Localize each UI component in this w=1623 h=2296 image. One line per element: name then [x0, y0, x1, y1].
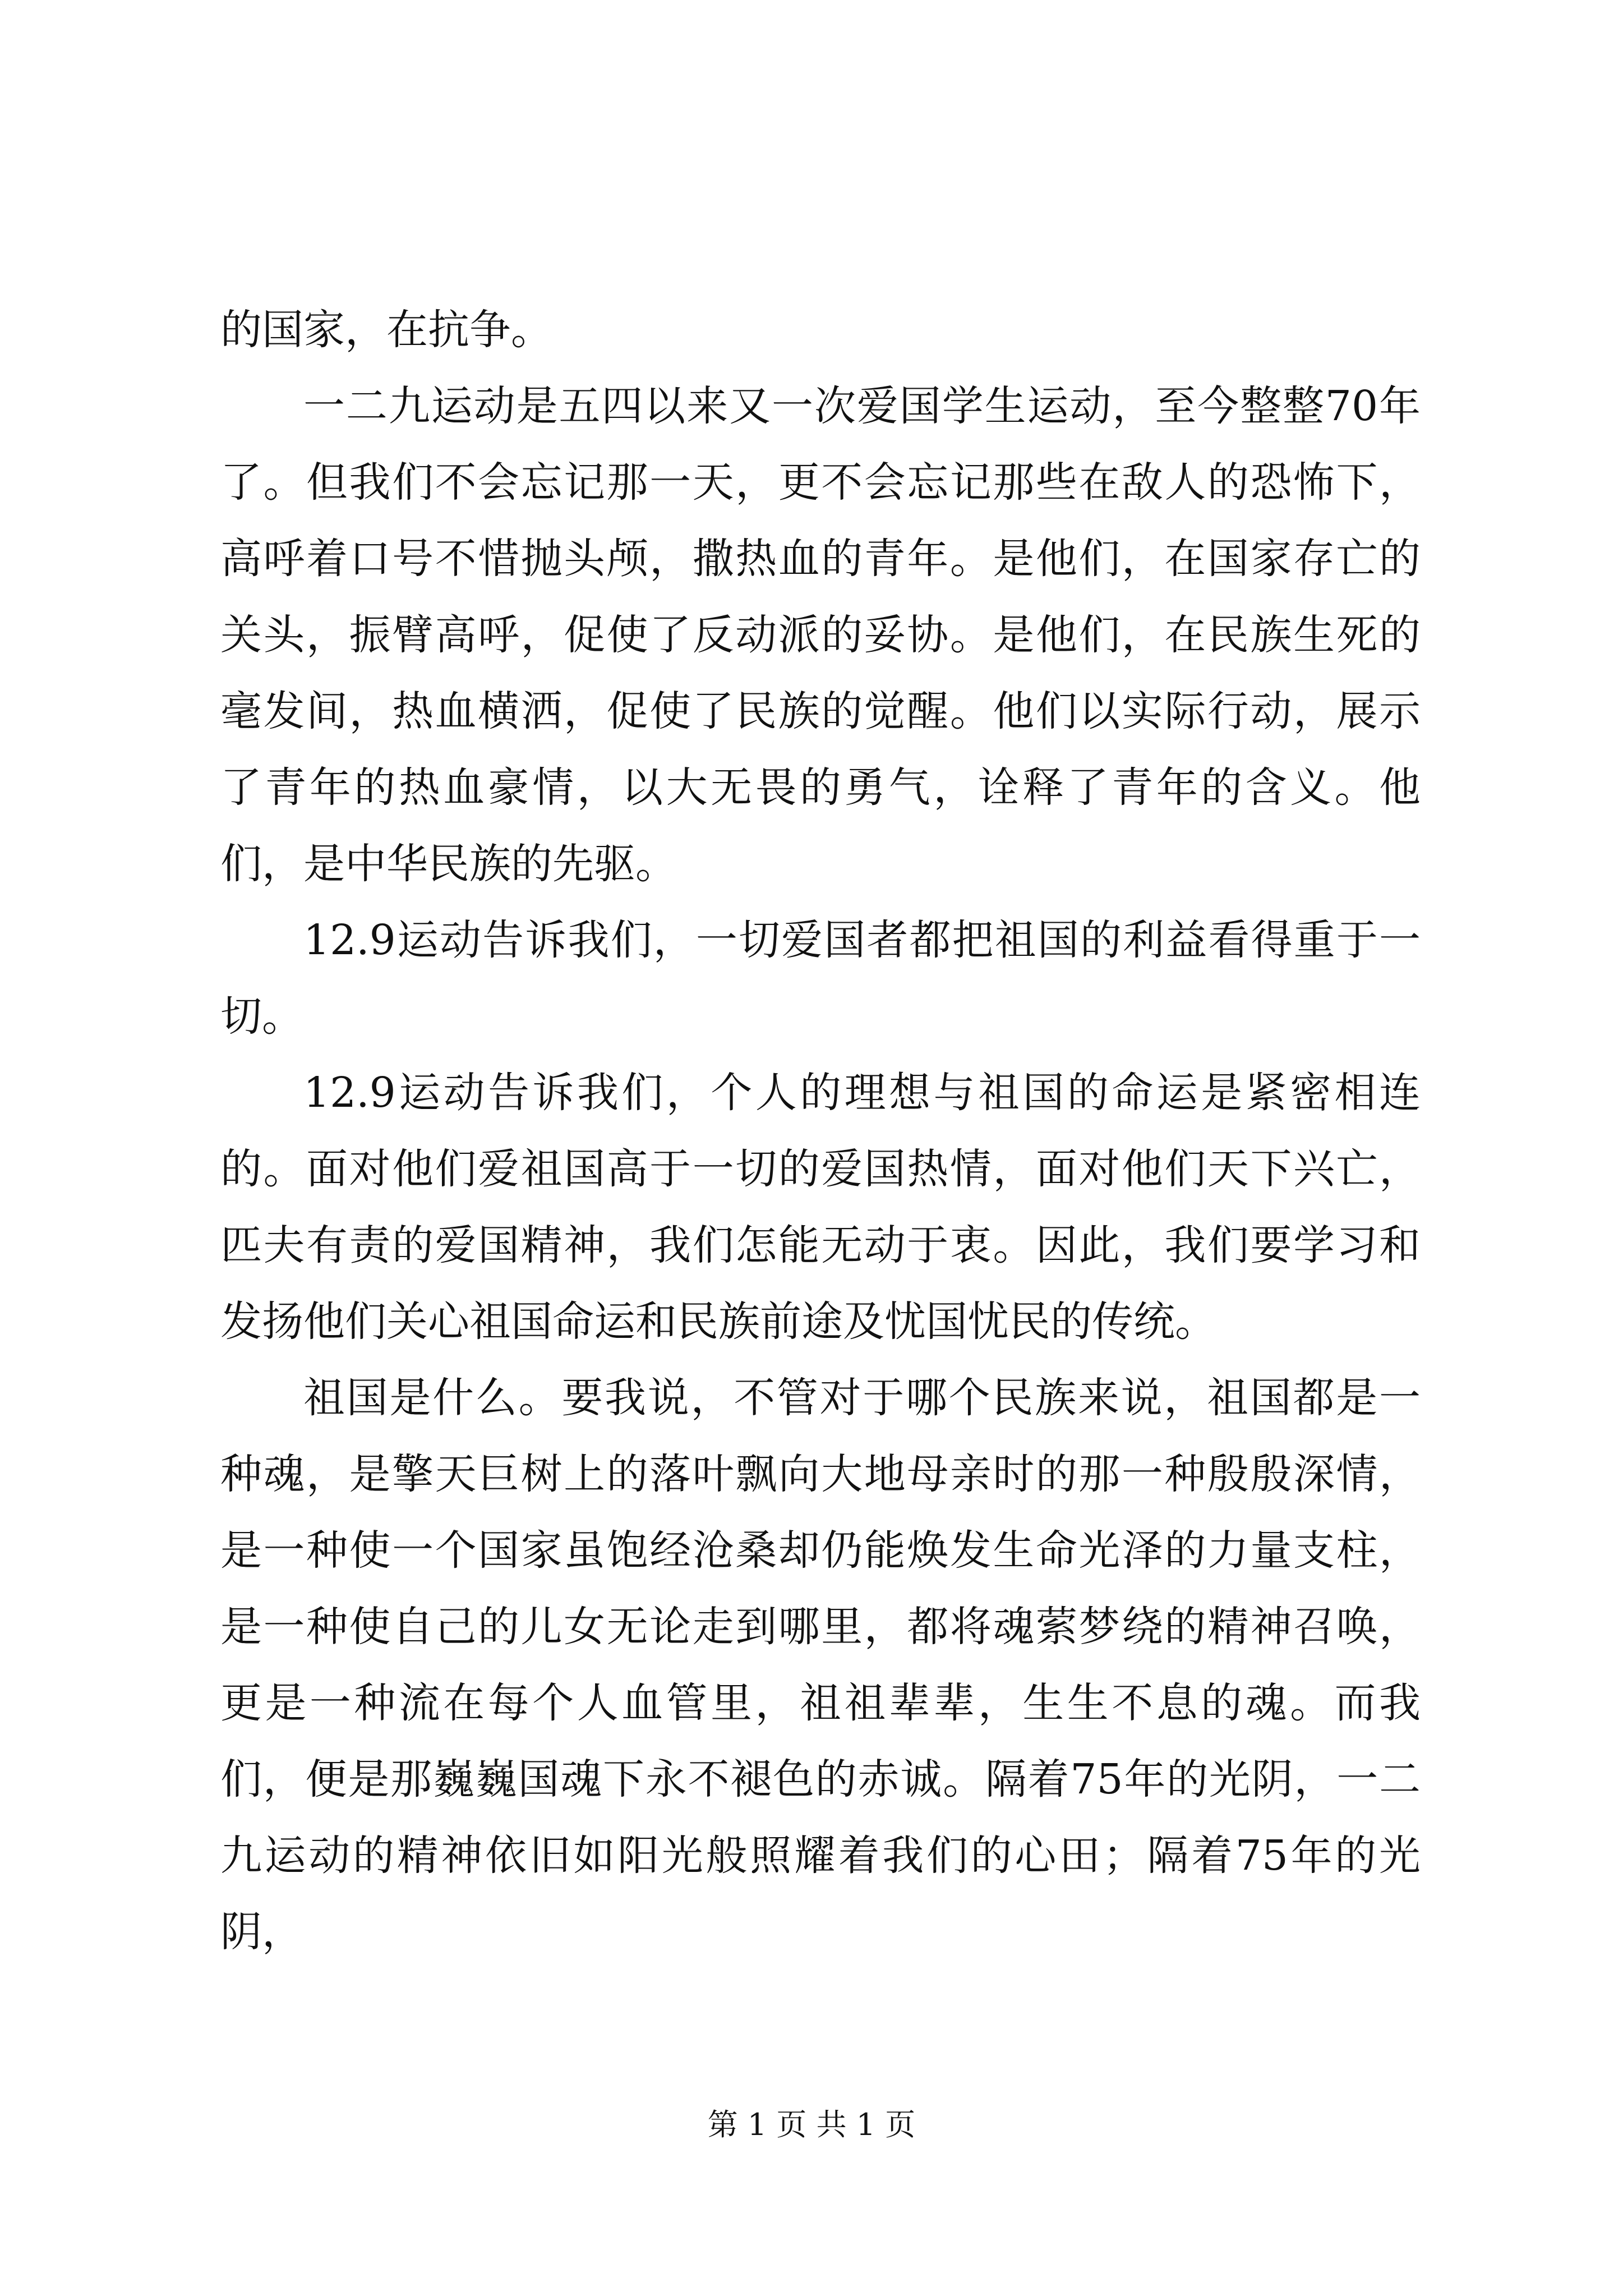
- page-footer: 第 1 页 共 1 页: [707, 2107, 916, 2142]
- paragraph-patriots: 12.9运动告诉我们，一切爱国者都把祖国的利益看得重于一切。: [220, 916, 1421, 1041]
- document-body: [220, 292, 1421, 1970]
- paragraph-continuation: 的国家，在抗争。: [220, 306, 552, 354]
- paragraph-ideals: 12.9运动告诉我们，个人的理想与祖国的命运是紧密相连的。面对他们爱祖国高于一切的爱国热情，面对他们天下兴亡，匹夫有责的爱国精神，我们怎能无动于衷。因此，我们要学习和发扬他们关心祖国命运和民族前途及忧国忧民的传统。: [220, 1069, 1421, 1346]
- paragraph-motherland: 祖国是什么。要我说，不管对于哪个民族来说，祖国都是一种魂，是擎天巨树上的落叶飘向大地母亲时的那一种殷殷深情，是一种使一个国家虽饱经沧桑却仍能焕发生命光泽的力量支柱，是一种使自己的儿女无论走到哪里，都将魂萦梦绕的精神召唤，更是一种流在每个人血管里，祖祖辈辈，生生不息的魂。而我们，便是那巍巍国魂下永不褪色的赤诚。隔着75年的光阴，一二九运动的精神依旧如阳光般照耀着我们的心田；隔着75年的光阴，: [220, 1374, 1421, 1956]
- paragraph-129-movement: 一二九运动是五四以来又一次爱国学生运动，至今整整70年了。但我们不会忘记那一天，更不会忘记那些在敌人的恐怖下，高呼着口号不惜抛头颅，撒热血的青年。是他们，在国家存亡的关头，振臂高呼，促使了反动派的妥协。是他们，在民族生死的毫发间，热血横洒，促使了民族的觉醒。他们以实际行动，展示了青年的热血豪情，以大无畏的勇气，诠释了青年的含义。他们，是中华民族的先驱。: [220, 382, 1421, 888]
